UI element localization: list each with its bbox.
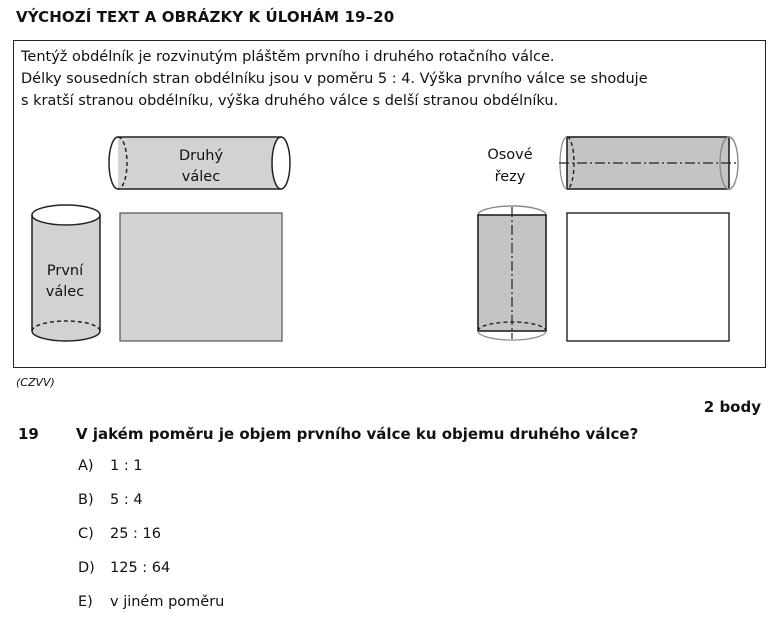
option-letter: C) [78,526,94,542]
question-text: V jakém poměru je objem prvního válce ku objemu druhého válce? [76,425,639,443]
sections-label-2: řezy [494,169,526,185]
points-badge: 2 body [703,398,761,416]
option-text: 25 : 16 [110,526,162,542]
intro-line-2: Délky sousedních stran obdélníku jsou v poměru 5 : 4. Výška prvního válce se shoduje [21,71,648,87]
option-b[interactable] [78,492,224,526]
source-credit: (CZVV) [16,376,55,389]
source-text-box [13,40,766,368]
unrolled-rectangle [120,213,282,341]
option-c[interactable] [78,526,224,560]
first-cylinder-label-2: válec [45,284,85,300]
cylinders-figure [14,41,764,366]
section-heading: VÝCHOZÍ TEXT A OBRÁZKY K ÚLOHÁM 19–20 [16,8,395,26]
horizontal-axial-section [559,137,738,189]
option-e[interactable] [78,594,224,628]
option-letter: D) [78,560,95,576]
sections-label-1: Osové [487,147,533,163]
option-text: 1 : 1 [110,458,143,474]
second-cylinder-label-2: válec [181,169,221,185]
question-number: 19 [18,425,39,443]
second-cylinder-illustration [109,137,290,189]
first-cylinder-illustration [32,205,100,341]
intro-line-3: s kratší stranou obdélníku, výška druhého válce s delší stranou obdélníku. [21,93,559,109]
option-letter: E) [78,594,93,610]
option-letter: B) [78,492,94,508]
vertical-axial-section [478,206,546,340]
option-letter: A) [78,458,94,474]
option-text: 5 : 4 [110,492,143,508]
intro-line-1: Tentýž obdélník je rozvinutým pláštěm prvního i druhého rotačního válce. [21,49,555,65]
option-a[interactable] [78,458,224,492]
option-text: v jiném poměru [110,594,225,610]
first-cylinder-label-1: První [46,263,84,279]
empty-rectangle [567,213,729,341]
option-text: 125 : 64 [110,560,171,576]
answer-options [78,458,224,628]
option-d[interactable] [78,560,224,594]
second-cylinder-label-1: Druhý [178,148,224,164]
